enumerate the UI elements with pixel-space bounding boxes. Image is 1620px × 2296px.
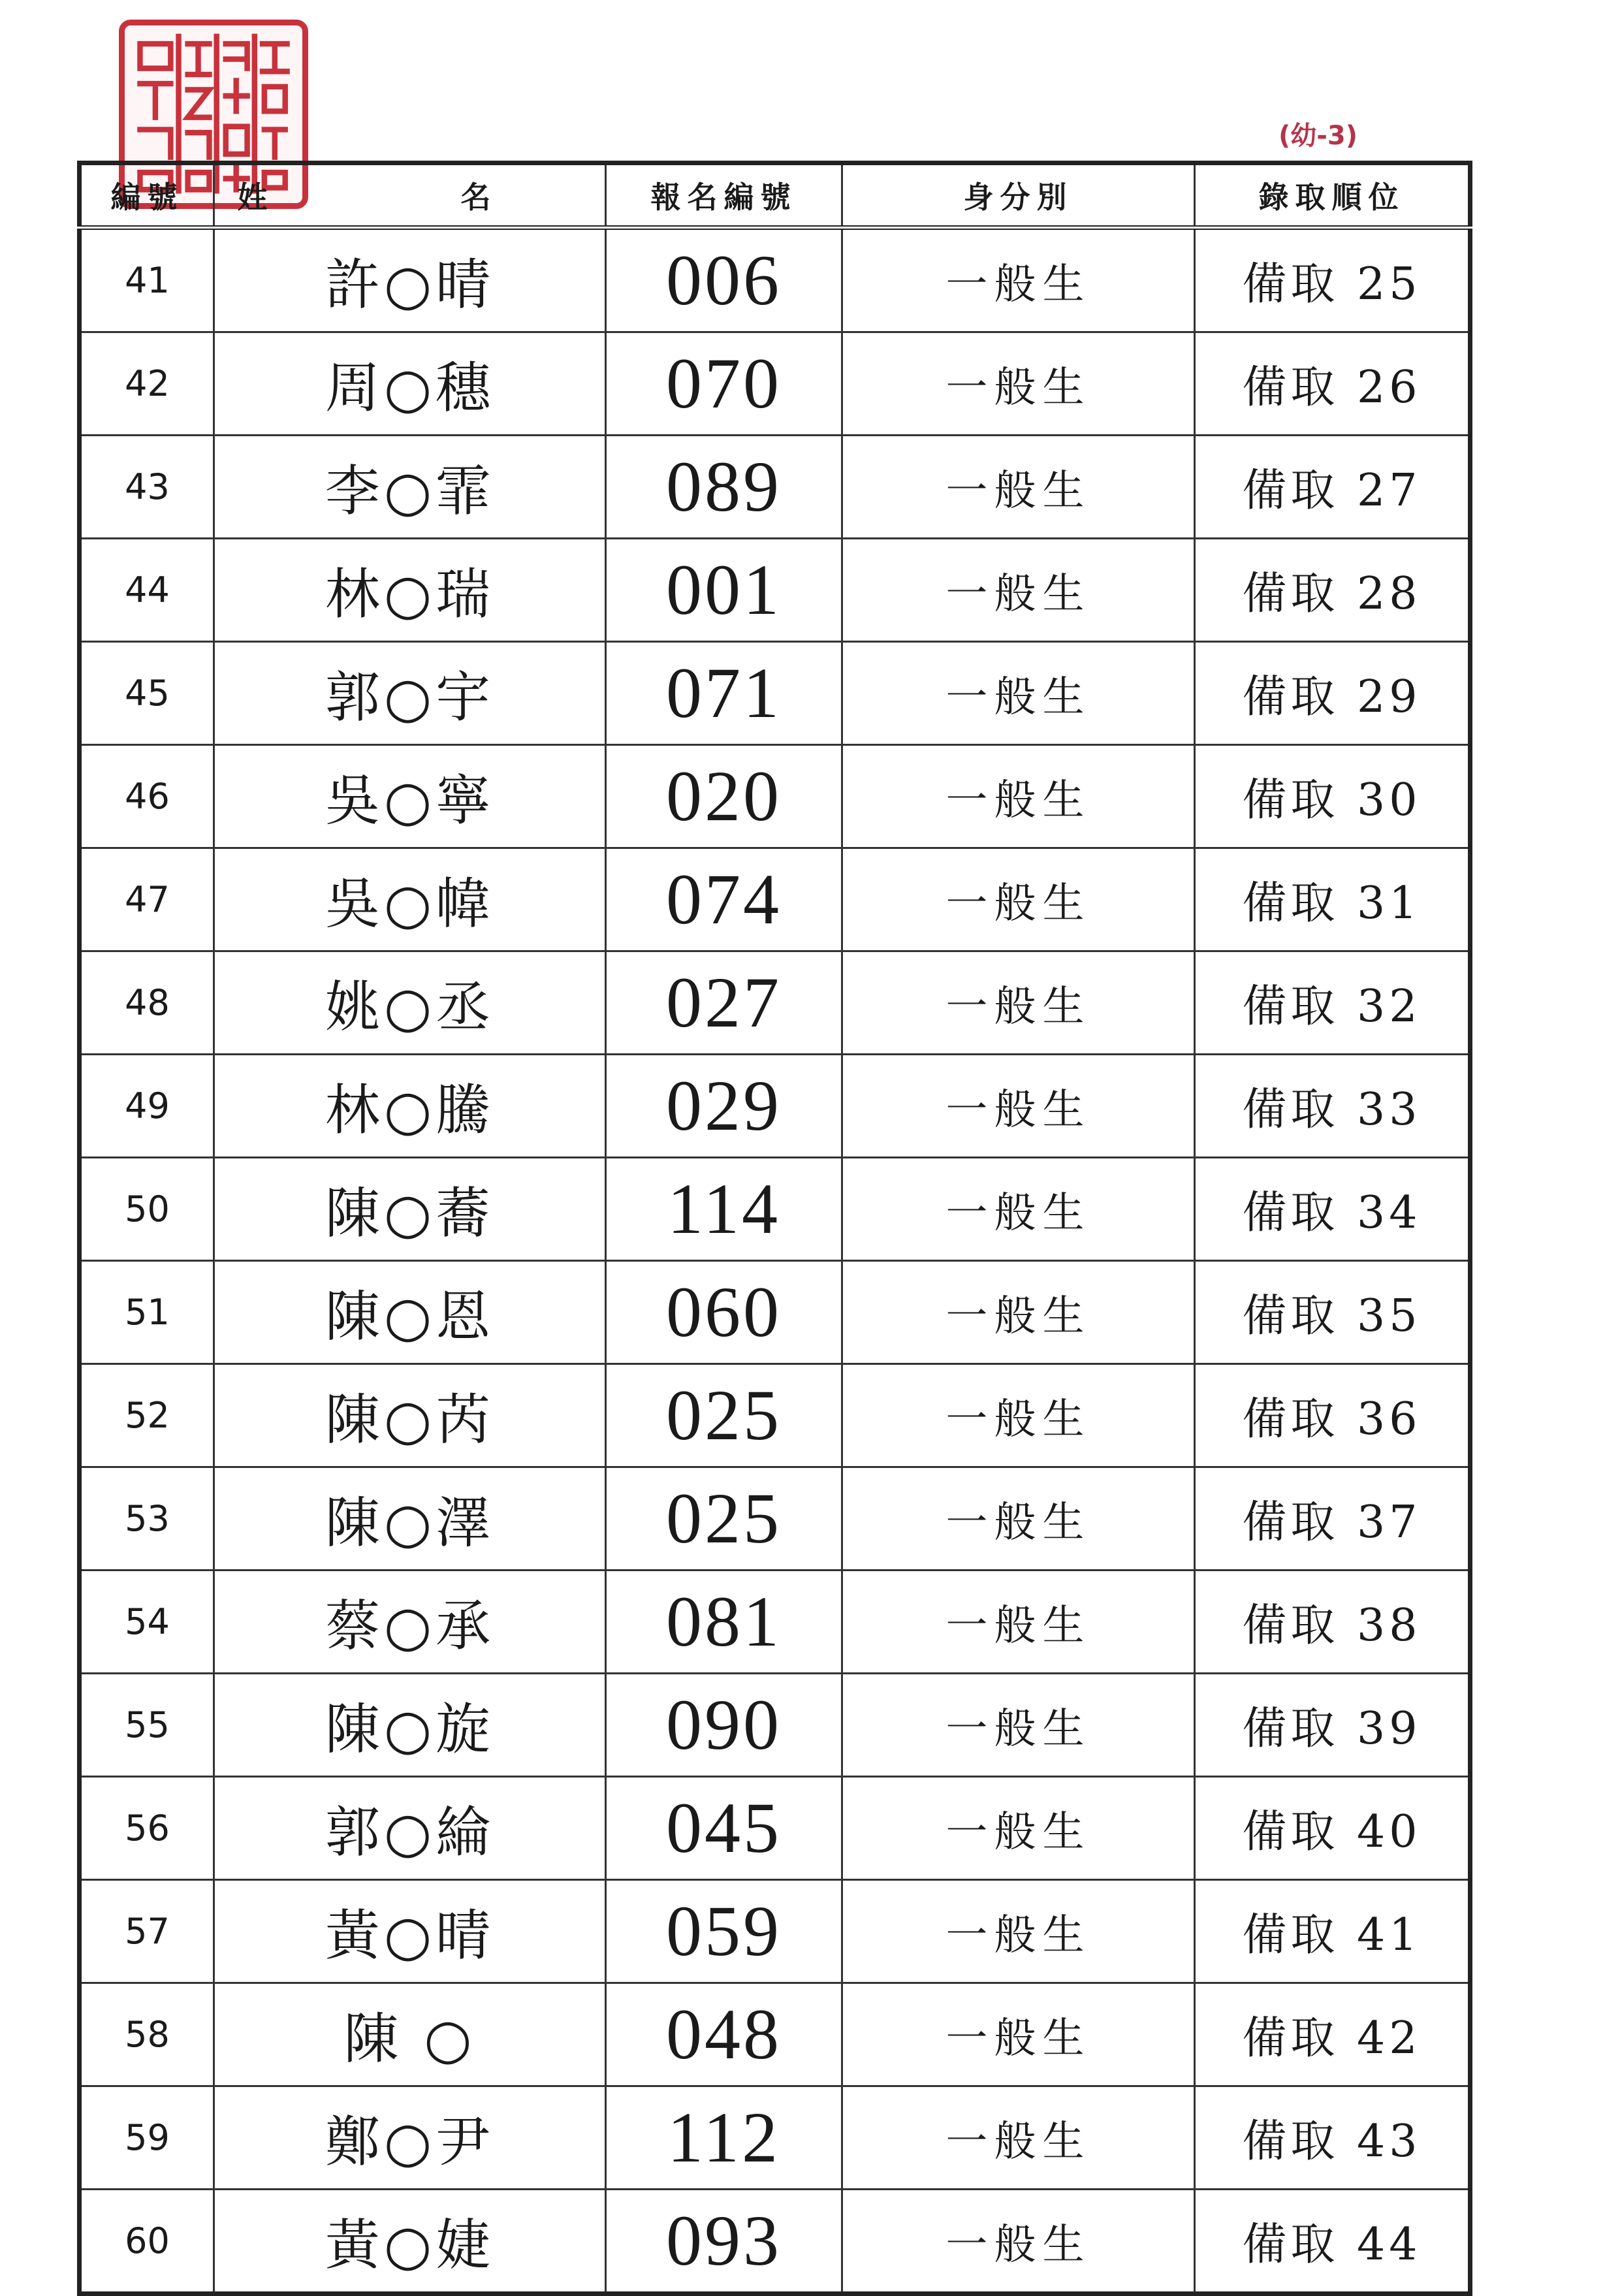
student-name: 吳○寧	[214, 745, 606, 848]
admission-rank: 備取 42	[1195, 1983, 1470, 2086]
row-number: 53	[80, 1467, 214, 1571]
admission-rank: 備取 38	[1195, 1571, 1470, 1674]
registration-number: 045	[606, 1777, 842, 1880]
table-row	[80, 1571, 1470, 1674]
admission-rank: 備取 33	[1195, 1055, 1470, 1158]
admission-rank: 備取 41	[1195, 1880, 1470, 1983]
student-name: 蔡○承	[214, 1571, 606, 1674]
table-row	[80, 1983, 1470, 2086]
status-category: 一般生	[842, 332, 1195, 436]
registration-number: 114	[606, 1158, 842, 1261]
row-number: 45	[80, 642, 214, 745]
status-category: 一般生	[842, 228, 1195, 332]
admission-rank: 備取 32	[1195, 951, 1470, 1055]
row-number: 57	[80, 1880, 214, 1983]
status-category: 一般生	[842, 1055, 1195, 1158]
row-number: 59	[80, 2086, 214, 2190]
registration-number: 025	[606, 1364, 842, 1467]
student-name: 林○騰	[214, 1055, 606, 1158]
row-number: 44	[80, 539, 214, 642]
status-category: 一般生	[842, 1158, 1195, 1261]
table-row	[80, 539, 1470, 642]
row-number: 41	[80, 228, 214, 332]
table-row	[80, 848, 1470, 951]
student-name: 鄭○尹	[214, 2086, 606, 2190]
admission-rank: 備取 27	[1195, 436, 1470, 539]
student-name: 陳○恩	[214, 1261, 606, 1364]
student-name: 郭○宇	[214, 642, 606, 745]
status-category: 一般生	[842, 1261, 1195, 1364]
student-name: 陳○澤	[214, 1467, 606, 1571]
status-category: 一般生	[842, 642, 1195, 745]
table-row	[80, 2086, 1470, 2190]
status-category: 一般生	[842, 539, 1195, 642]
status-category: 一般生	[842, 1571, 1195, 1674]
registration-number: 074	[606, 848, 842, 951]
header-no: 編號	[80, 163, 214, 228]
registration-number: 020	[606, 745, 842, 848]
row-number: 55	[80, 1674, 214, 1777]
header-reg-no: 報名編號	[606, 163, 842, 228]
row-number: 54	[80, 1571, 214, 1674]
status-category: 一般生	[842, 745, 1195, 848]
table-header-row	[80, 163, 1470, 228]
status-category: 一般生	[842, 2190, 1195, 2294]
header-name: 姓 名	[214, 163, 606, 228]
status-category: 一般生	[842, 2086, 1195, 2190]
registration-number: 006	[606, 228, 842, 332]
registration-number: 090	[606, 1674, 842, 1777]
student-name: 許○晴	[214, 228, 606, 332]
row-number: 46	[80, 745, 214, 848]
table-row	[80, 951, 1470, 1055]
table-row	[80, 1261, 1470, 1364]
admission-rank: 備取 31	[1195, 848, 1470, 951]
header-rank: 錄取順位	[1195, 163, 1470, 228]
student-name: 吳○幃	[214, 848, 606, 951]
row-number: 60	[80, 2190, 214, 2294]
status-category: 一般生	[842, 951, 1195, 1055]
status-category: 一般生	[842, 1777, 1195, 1880]
table-row	[80, 436, 1470, 539]
status-category: 一般生	[842, 1674, 1195, 1777]
table-row	[80, 1777, 1470, 1880]
row-number: 43	[80, 436, 214, 539]
registration-number: 048	[606, 1983, 842, 2086]
row-number: 48	[80, 951, 214, 1055]
registration-number: 025	[606, 1467, 842, 1571]
student-name: 陳○旋	[214, 1674, 606, 1777]
header-status: 身分別	[842, 163, 1195, 228]
student-name: 黃○婕	[214, 2190, 606, 2294]
status-category: 一般生	[842, 1364, 1195, 1467]
admission-table	[77, 161, 1472, 2296]
status-category: 一般生	[842, 1880, 1195, 1983]
admission-rank: 備取 36	[1195, 1364, 1470, 1467]
registration-number: 059	[606, 1880, 842, 1983]
row-number: 49	[80, 1055, 214, 1158]
admission-rank: 備取 35	[1195, 1261, 1470, 1364]
admission-rank: 備取 37	[1195, 1467, 1470, 1571]
table-row	[80, 1158, 1470, 1261]
admission-rank: 備取 44	[1195, 2190, 1470, 2294]
registration-number: 112	[606, 2086, 842, 2190]
row-number: 52	[80, 1364, 214, 1467]
registration-number: 029	[606, 1055, 842, 1158]
page-code: (幼-3)	[1279, 121, 1358, 151]
student-name: 周○穗	[214, 332, 606, 436]
table-row	[80, 1880, 1470, 1983]
row-number: 50	[80, 1158, 214, 1261]
status-category: 一般生	[842, 436, 1195, 539]
registration-number: 071	[606, 642, 842, 745]
student-name: 陳○芮	[214, 1364, 606, 1467]
status-category: 一般生	[842, 1467, 1195, 1571]
admission-rank: 備取 26	[1195, 332, 1470, 436]
admission-rank: 備取 40	[1195, 1777, 1470, 1880]
table-row	[80, 642, 1470, 745]
student-name: 林○瑞	[214, 539, 606, 642]
row-number: 56	[80, 1777, 214, 1880]
student-name: 陳 ○	[214, 1983, 606, 2086]
table-row	[80, 2190, 1470, 2294]
registration-number: 060	[606, 1261, 842, 1364]
registration-number: 027	[606, 951, 842, 1055]
student-name: 李○霏	[214, 436, 606, 539]
status-category: 一般生	[842, 1983, 1195, 2086]
student-name: 姚○丞	[214, 951, 606, 1055]
row-number: 42	[80, 332, 214, 436]
student-name: 陳○蕎	[214, 1158, 606, 1261]
admission-rank: 備取 25	[1195, 228, 1470, 332]
registration-number: 001	[606, 539, 842, 642]
registration-number: 093	[606, 2190, 842, 2294]
admission-rank: 備取 29	[1195, 642, 1470, 745]
table-row	[80, 332, 1470, 436]
row-number: 51	[80, 1261, 214, 1364]
table-row	[80, 1055, 1470, 1158]
table-row	[80, 228, 1470, 332]
registration-number: 089	[606, 436, 842, 539]
registration-number: 070	[606, 332, 842, 436]
table-row	[80, 745, 1470, 848]
table-row	[80, 1364, 1470, 1467]
row-number: 58	[80, 1983, 214, 2086]
row-number: 47	[80, 848, 214, 951]
table-row	[80, 1674, 1470, 1777]
student-name: 黃○晴	[214, 1880, 606, 1983]
admission-rank: 備取 39	[1195, 1674, 1470, 1777]
admission-rank: 備取 43	[1195, 2086, 1470, 2190]
admission-rank: 備取 28	[1195, 539, 1470, 642]
admission-rank: 備取 30	[1195, 745, 1470, 848]
student-name: 郭○綸	[214, 1777, 606, 1880]
registration-number: 081	[606, 1571, 842, 1674]
status-category: 一般生	[842, 848, 1195, 951]
table-row	[80, 1467, 1470, 1571]
admission-rank: 備取 34	[1195, 1158, 1470, 1261]
